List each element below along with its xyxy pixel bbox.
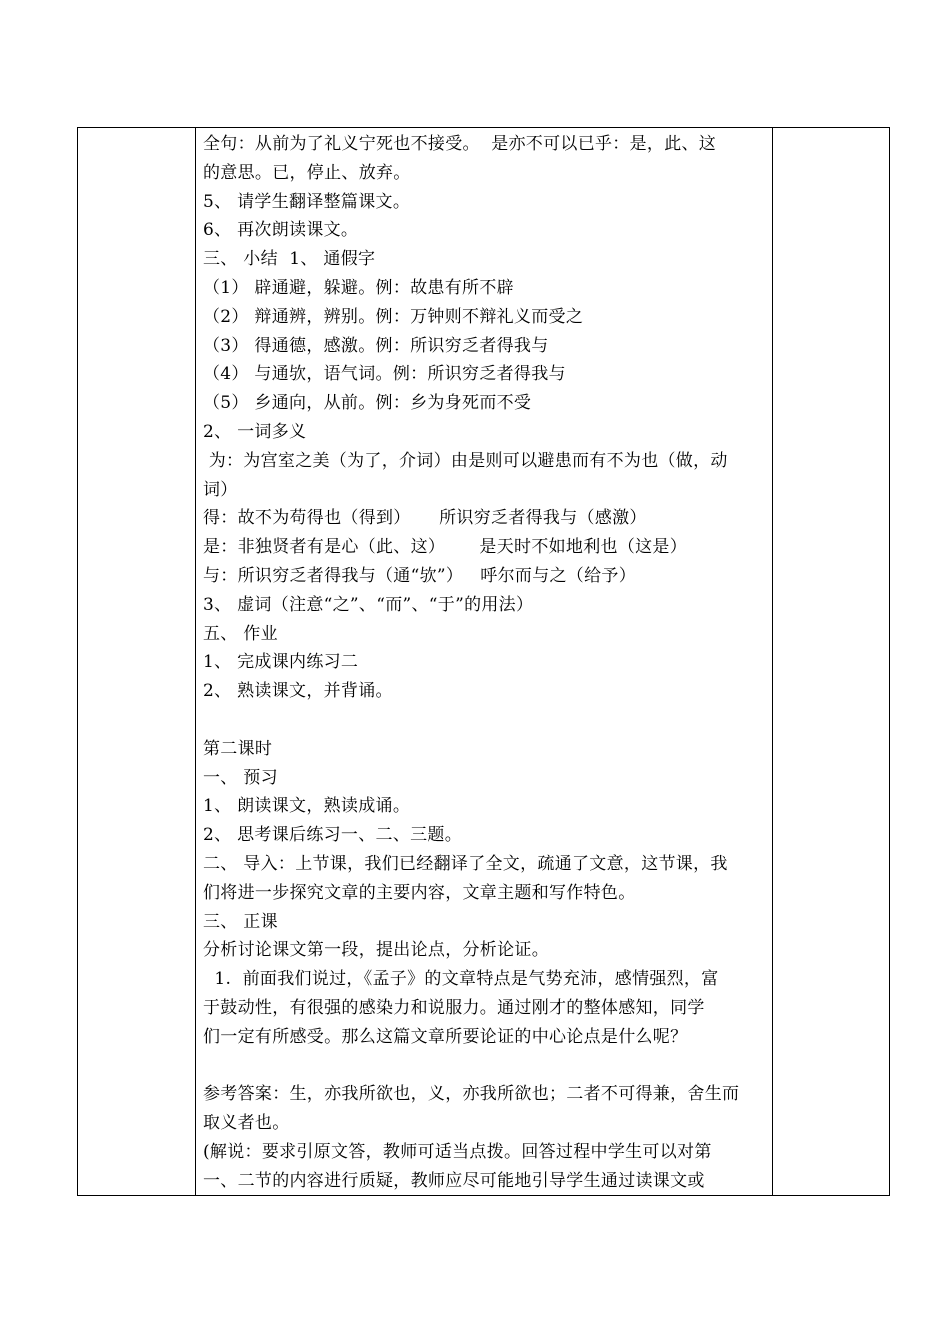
text-line: 一、二节的内容进行质疑，教师应尽可能地引导学生通过读课文或: [203, 1170, 705, 1191]
text-line: 分析讨论课文第一段，提出论点，分析论证。: [203, 940, 549, 961]
text-line: 取义者也。: [203, 1113, 290, 1134]
lesson-text: [196, 128, 772, 1195]
blank-line: [203, 706, 765, 735]
table-row: [78, 128, 890, 1196]
text-line: 词）: [203, 479, 238, 500]
text-line: 与：所识穷乏者得我与（通“欤”） 呼尔而与之（给予）: [203, 565, 636, 586]
text-line: 三、 正课: [203, 911, 278, 932]
text-line: 一、 预习: [203, 767, 278, 788]
text-line: 5、 请学生翻译整篇课文。: [203, 191, 411, 212]
text-line: 全句：从前为了礼义宁死也不接受。 是亦不可以已乎：是，此、这: [203, 134, 717, 154]
text-line: （1） 辟通避，躲避。例：故患有所不辟: [203, 277, 514, 298]
content-cell: [196, 128, 773, 1196]
text-line: （4） 与通欤，语气词。例：所识穷乏者得我与: [203, 364, 566, 385]
text-line: 2、 熟读课文，并背诵。: [203, 681, 393, 702]
text-line: (解说：要求引原文答，教师可适当点拨。回答过程中学生可以对第: [203, 1141, 712, 1162]
text-line: 为：为宫室之美（为了，介词）由是则可以避患而有不为也（做，动: [203, 450, 728, 471]
text-line: 们将进一步探究文章的主要内容，文章主题和写作特色。: [203, 882, 636, 903]
text-line: 二、 导入：上节课，我们已经翻译了全文，疏通了文意，这节课，我: [203, 853, 728, 874]
text-line: 五、 作业: [203, 623, 278, 644]
blank-line: [203, 1052, 765, 1081]
text-line: 1、 朗读课文，熟读成诵。: [203, 796, 411, 817]
text-line: （3） 得通德，感激。例：所识穷乏者得我与: [203, 335, 549, 356]
text-line: 三、 小结 1、 通假字: [203, 249, 376, 270]
right-empty-cell: [773, 128, 890, 1196]
text-line: 2、 思考课后练习一、二、三题。: [203, 825, 463, 846]
text-line: 于鼓动性，有很强的感染力和说服力。通过刚才的整体感知，同学: [203, 997, 705, 1018]
text-line: （5） 乡通向，从前。例：乡为身死而不受: [203, 393, 532, 414]
text-line: 第二课时: [203, 738, 273, 759]
text-line: 的意思。已，停止、放弃。: [203, 162, 411, 183]
left-empty-cell: [78, 128, 196, 1196]
text-line: 2、 一词多义: [203, 421, 307, 442]
text-line: 得：故不为苟得也（得到） 所识穷乏者得我与（感激）: [203, 508, 647, 529]
text-line: 1. 前面我们说过，《孟子》的文章特点是气势充沛，感情强烈，富: [203, 969, 719, 990]
text-line: 参考答案：生，亦我所欲也，义，亦我所欲也；二者不可得兼，舍生而: [203, 1084, 740, 1105]
text-line: 6、 再次朗读课文。: [203, 220, 359, 241]
text-line: 1、 完成课内练习二: [203, 652, 359, 673]
text-line: 是：非独贤者有是心（此、这） 是天时不如地利也（这是）: [203, 537, 688, 558]
text-line: （2） 辩通辨，辨别。例：万钟则不辩礼义而受之: [203, 306, 584, 327]
lesson-plan-table: [77, 127, 890, 1196]
text-line: 们一定有所感受。那么这篇文章所要论证的中心论点是什么呢？: [203, 1026, 688, 1047]
text-line: 3、 虚词（注意“之”、“而”、“于”的用法）: [203, 594, 534, 615]
